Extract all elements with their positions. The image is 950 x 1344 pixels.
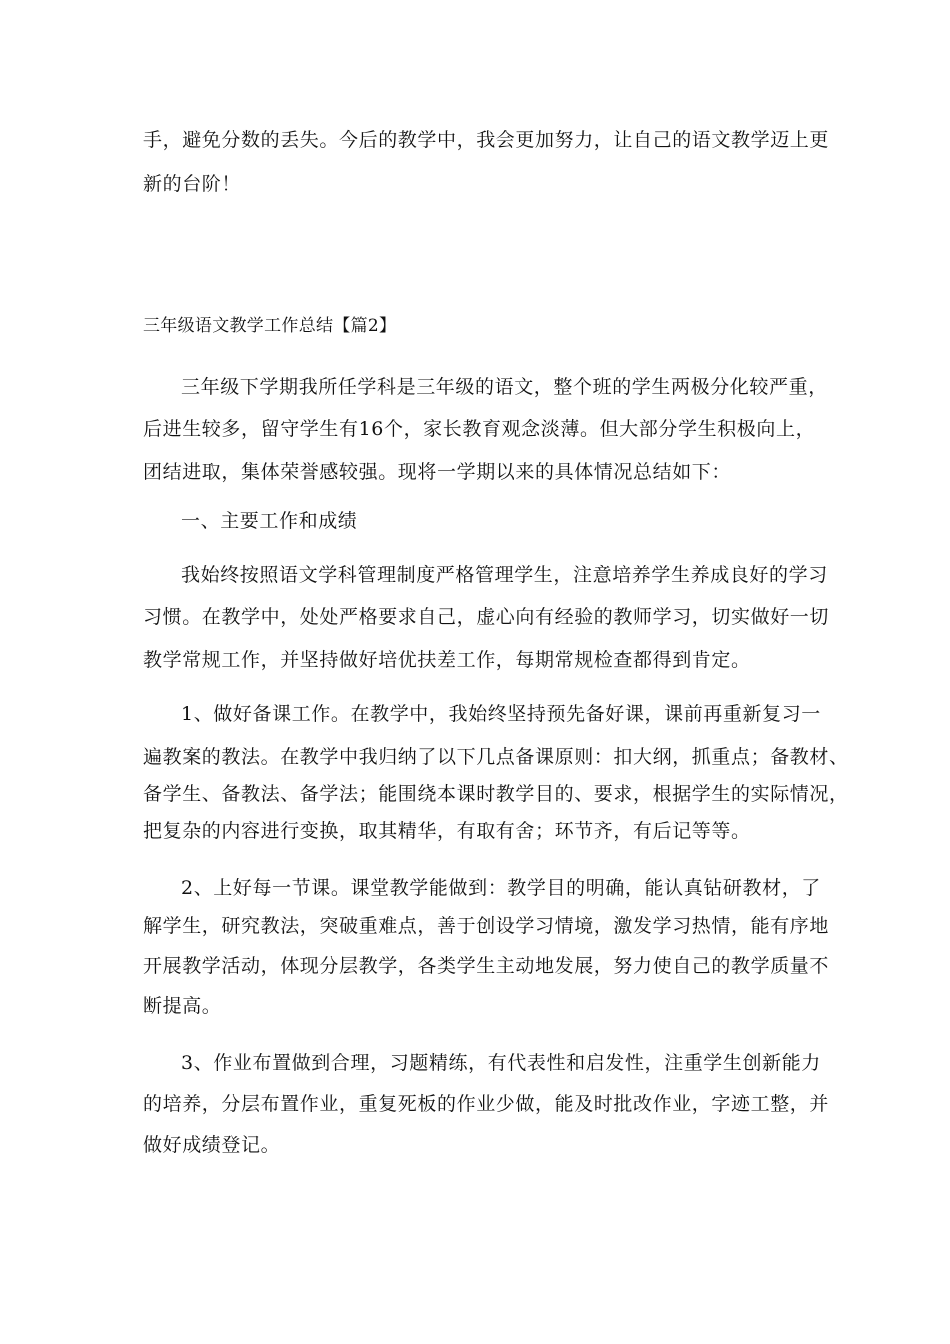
- text-line: 后进生较多，留守学生有16个，家长教育观念淡薄。但大部分学生积极向上，: [143, 418, 816, 440]
- text-line: 遍教案的教法。在教学中我归纳了以下几点备课原则：扣大纲，抓重点；备教材、: [143, 746, 849, 768]
- text-line: 断提高。: [143, 995, 222, 1017]
- text-line: 把复杂的内容进行变换，取其精华，有取有舍；环节齐，有后记等等。: [143, 820, 751, 842]
- text-line: 2、上好每一节课。课堂教学能做到：教学目的明确，能认真钻研教材，了: [181, 877, 821, 899]
- text-line: 解学生，研究教法，突破重难点，善于创设学习情境，激发学习热情，能有序地: [143, 915, 830, 937]
- text-line: 三年级下学期我所任学科是三年级的语文，整个班的学生两极分化较严重，: [181, 376, 828, 398]
- text-line: 开展教学活动，体现分层教学，各类学生主动地发展，努力使自己的教学质量不: [143, 955, 830, 977]
- text-line: 手，避免分数的丢失。今后的教学中，我会更加努力，让自己的语文教学迈上更: [143, 129, 830, 151]
- text-line: 备学生、备教法、备学法；能围绕本课时教学目的、要求，根据学生的实际情况，: [143, 783, 849, 805]
- text-line: 教学常规工作，并坚持做好培优扶差工作，每期常规检查都得到肯定。: [143, 649, 751, 671]
- text-line: 新的台阶！: [143, 173, 242, 195]
- text-line: 3、作业布置做到合理，习题精练，有代表性和启发性，注重学生创新能力: [181, 1052, 821, 1074]
- text-line: 我始终按照语文学科管理制度严格管理学生，注意培养学生养成良好的学习: [181, 564, 828, 586]
- text-line: 1、做好备课工作。在教学中，我始终坚持预先备好课，课前再重新复习一: [181, 703, 821, 725]
- text-line: 团结进取，集体荣誉感较强。现将一学期以来的具体情况总结如下：: [143, 461, 732, 483]
- section-title: 三年级语文教学工作总结【篇2】: [143, 316, 397, 336]
- text-line: 做好成绩登记。: [143, 1134, 281, 1156]
- text-line: 习惯。在教学中，处处严格要求自己，虚心向有经验的教师学习，切实做好一切: [143, 606, 830, 628]
- subheading: 一、主要工作和成绩: [181, 510, 358, 532]
- text-line: 的培养，分层布置作业，重复死板的作业少做，能及时批改作业，字迹工整，并: [143, 1093, 830, 1115]
